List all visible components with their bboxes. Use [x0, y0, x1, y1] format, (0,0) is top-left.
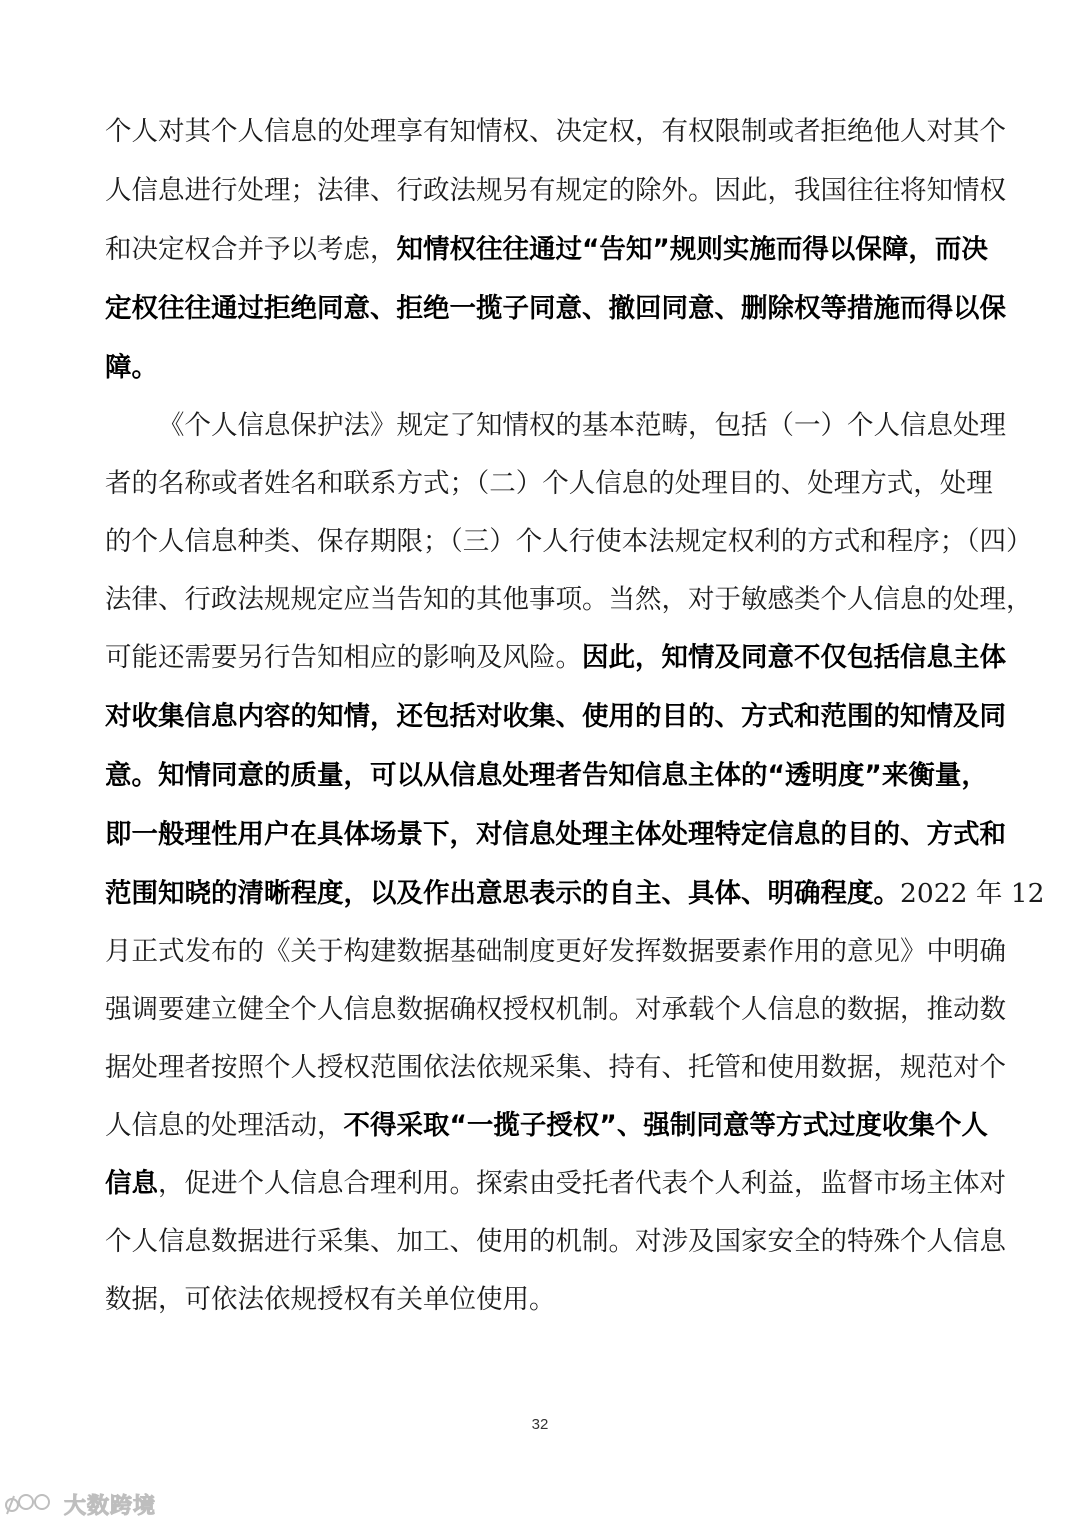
- paragraph-2-line-12: 据处理者按照个人授权范围依法依规采集、持有、托管和使用数据，规范对个: [105, 1052, 1006, 1083]
- bold-text-run: 即一般理性用户在具体场景下，对信息处理主体处理特定信息的目的、方式和: [105, 819, 1006, 850]
- text-run: 和决定权合并予以考虑，: [105, 234, 397, 265]
- bold-text-run: 意。知情同意的质量，可以从信息处理者告知信息主体的“透明度”来衡量，: [105, 760, 988, 791]
- bold-text-run: 障。: [105, 352, 158, 383]
- paragraph-2-line-4: 法律、行政法规规定应当告知的其他事项。当然，对于敏感类个人信息的处理，: [105, 584, 1033, 615]
- paragraph-1-line-4: [105, 289, 1006, 329]
- bold-text-run: 范围知晓的清晰程度，以及作出意思表示的自主、具体、明确程度。: [105, 878, 900, 909]
- bold-text-run: 对收集信息内容的知情，还包括对收集、使用的目的、方式和范围的知情及同: [105, 701, 1006, 732]
- text-run: 人信息的处理活动，: [105, 1110, 344, 1141]
- data-logo-icon: [4, 1490, 62, 1518]
- page-number: 32: [531, 1416, 549, 1433]
- bold-text-run: 不得采取“一揽子授权”、强制同意等方式过度收集个人: [343, 1110, 988, 1141]
- bold-text-run: 定权往往通过拒绝同意、拒绝一揽子同意、撤回同意、删除权等措施而得以保: [105, 293, 1006, 324]
- paragraph-2-line-11: 强调要建立健全个人信息数据确权授权机制。对承载个人信息的数据，推动数: [105, 994, 1006, 1025]
- paragraph-2-line-10: 月正式发布的《关于构建数据基础制度更好发挥数据要素作用的意见》中明确: [105, 936, 1006, 967]
- paragraph-2-line-16: 数据，可依法依规授权有关单位使用。: [105, 1284, 556, 1315]
- paragraph-2-line-1: 《个人信息保护法》规定了知情权的基本范畴，包括（一）个人信息处理: [158, 410, 1006, 441]
- paragraph-2-line-7: [105, 756, 988, 796]
- watermark-text: 大数跨境: [64, 1493, 157, 1519]
- text-run: ，促进个人信息合理利用。探索由受托者代表个人利益，监督市场主体对: [158, 1168, 1006, 1199]
- watermark: [4, 1488, 156, 1520]
- bold-text-run: 知情权往往通过“告知”规则实施而得以保障，而决: [396, 234, 988, 265]
- paragraph-2-line-9: [105, 874, 1045, 914]
- paragraph-1-line-2: 人信息进行处理；法律、行政法规另有规定的除外。因此，我国往往将知情权: [105, 175, 1006, 206]
- text-run: 可能还需要另行告知相应的影响及风险。: [105, 642, 582, 673]
- paragraph-2-line-13: [105, 1106, 988, 1146]
- paragraph-2-line-8: [105, 815, 1006, 855]
- bold-text-run: 信息: [105, 1168, 158, 1199]
- bold-text-run: 因此，知情及同意不仅包括信息主体: [582, 642, 1006, 673]
- paragraph-1-line-3: [105, 230, 988, 270]
- paragraph-2-line-5: [105, 638, 1006, 678]
- paragraph-1-line-5: [105, 348, 975, 388]
- paragraph-2-line-15: 个人信息数据进行采集、加工、使用的机制。对涉及国家安全的特殊个人信息: [105, 1226, 1006, 1257]
- text-run: 2022 年 12: [900, 878, 1045, 909]
- paragraph-2-line-2: 者的名称或者姓名和联系方式；（二）个人信息的处理目的、处理方式，处理: [105, 468, 993, 499]
- paragraph-1-line-1: 个人对其个人信息的处理享有知情权、决定权，有权限制或者拒绝他人对其个: [105, 116, 1006, 147]
- paragraph-2-line-6: [105, 697, 1006, 737]
- paragraph-2-line-14: [105, 1164, 1006, 1204]
- paragraph-2-line-3: 的个人信息种类、保存期限；（三）个人行使本法规定权利的方式和程序；（四）: [105, 526, 1033, 557]
